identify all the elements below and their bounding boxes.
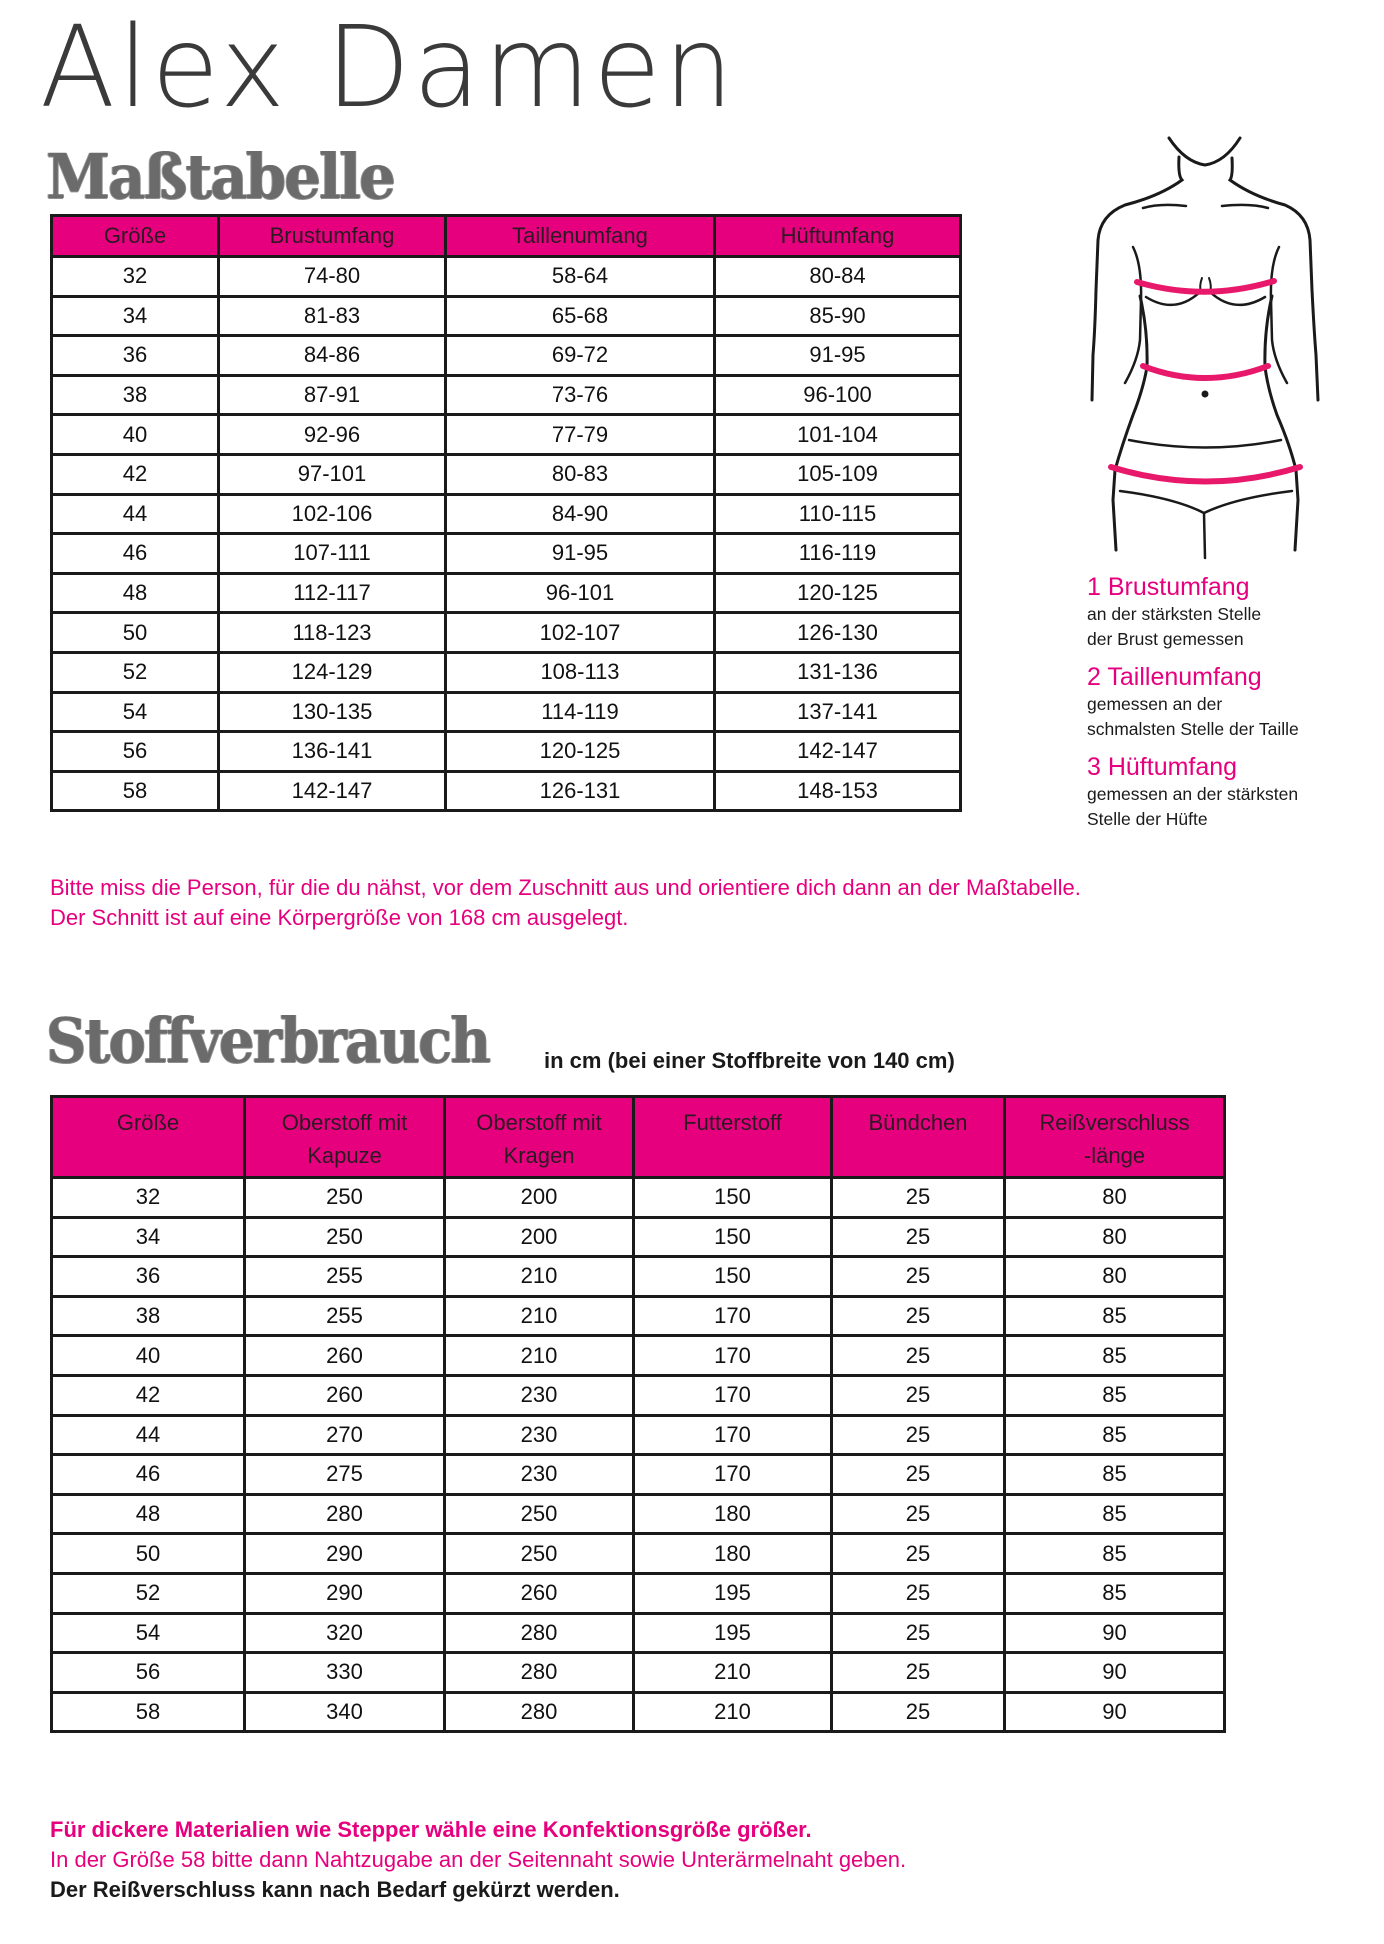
cell-waist: 114-119 [446, 692, 715, 732]
cell-lining: 170 [634, 1415, 832, 1455]
cell-hip: 142-147 [715, 732, 961, 772]
cell-size: 50 [52, 1534, 245, 1574]
fabric-notes [50, 1815, 906, 1905]
cell-outer-fabric-collar: 230 [445, 1455, 634, 1495]
cell-outer-fabric-hood: 320 [245, 1613, 445, 1653]
cell-zipper-length: 90 [1005, 1653, 1225, 1693]
table-row [52, 1178, 1225, 1218]
bust-measure-line [1137, 281, 1274, 292]
cell-size: 54 [52, 692, 219, 732]
fabric-note-size-58: In der Größe 58 bitte dann Nahtzugabe an der Seitennaht sowie Unterärmelnaht geben. [50, 1847, 907, 1872]
cell-lining: 170 [634, 1296, 832, 1336]
cell-outer-fabric-hood: 290 [245, 1573, 445, 1613]
cell-size: 48 [52, 573, 219, 613]
table-row [52, 375, 961, 415]
legend-title: 2 Taillenumfang [1087, 663, 1262, 691]
table-row [52, 494, 961, 534]
table-row [52, 1415, 1225, 1455]
cell-size: 42 [52, 454, 219, 494]
table-row [52, 652, 961, 692]
cell-bust: 112-117 [219, 573, 446, 613]
column-header-size: Größe [52, 1097, 245, 1178]
cell-cuffs: 25 [832, 1653, 1005, 1693]
table-row [52, 1692, 1225, 1732]
cell-outer-fabric-collar: 200 [445, 1178, 634, 1218]
cell-zipper-length: 90 [1005, 1613, 1225, 1653]
table-row [52, 1336, 1225, 1376]
cell-outer-fabric-collar: 280 [445, 1692, 634, 1732]
fabric-table-header-row [52, 1097, 1225, 1178]
cell-cuffs: 25 [832, 1375, 1005, 1415]
hip-measure-line [1111, 467, 1300, 482]
legend-item-bust [1087, 572, 1384, 652]
cell-bust: 124-129 [219, 652, 446, 692]
cell-outer-fabric-hood: 260 [245, 1375, 445, 1415]
cell-lining: 150 [634, 1217, 832, 1257]
table-row [52, 771, 961, 811]
cell-size: 34 [52, 296, 219, 336]
table-row [52, 1613, 1225, 1653]
legend-description: Stelle der Hüfte [1087, 809, 1208, 829]
fabric-consumption-table [50, 1095, 1226, 1733]
table-row [52, 296, 961, 336]
cell-zipper-length: 85 [1005, 1494, 1225, 1534]
cell-size: 44 [52, 494, 219, 534]
cell-hip: 137-141 [715, 692, 961, 732]
cell-size: 34 [52, 1217, 245, 1257]
cell-cuffs: 25 [832, 1217, 1005, 1257]
measurement-table-heading: Maßtabelle [46, 140, 394, 213]
cell-cuffs: 25 [832, 1296, 1005, 1336]
cell-zipper-length: 90 [1005, 1692, 1225, 1732]
cell-size: 50 [52, 613, 219, 653]
table-row [52, 1653, 1225, 1693]
cell-outer-fabric-hood: 330 [245, 1653, 445, 1693]
cell-hip: 148-153 [715, 771, 961, 811]
cell-lining: 150 [634, 1257, 832, 1297]
cell-waist: 58-64 [446, 257, 715, 297]
cell-outer-fabric-collar: 250 [445, 1494, 634, 1534]
measurement-legend [1087, 572, 1384, 842]
cell-cuffs: 25 [832, 1534, 1005, 1574]
column-header-lining: Futterstoff [634, 1097, 832, 1178]
waist-measure-line [1143, 366, 1268, 378]
cell-hip: 105-109 [715, 454, 961, 494]
cell-hip: 116-119 [715, 534, 961, 574]
table-row [52, 1217, 1225, 1257]
body-measurement-figure-icon [1080, 130, 1340, 570]
cell-lining: 170 [634, 1375, 832, 1415]
cell-waist: 80-83 [446, 454, 715, 494]
cell-size: 52 [52, 652, 219, 692]
cell-zipper-length: 85 [1005, 1455, 1225, 1495]
cell-outer-fabric-collar: 210 [445, 1336, 634, 1376]
cell-size: 32 [52, 1178, 245, 1218]
cell-zipper-length: 80 [1005, 1257, 1225, 1297]
table-row [52, 1534, 1225, 1574]
cell-bust: 81-83 [219, 296, 446, 336]
fabric-note-zipper: Der Reißverschluss kann nach Bedarf gekürzt werden. [50, 1877, 620, 1902]
table-row [52, 454, 961, 494]
cell-bust: 118-123 [219, 613, 446, 653]
legend-description: gemessen an der [1087, 694, 1223, 714]
cell-bust: 97-101 [219, 454, 446, 494]
cell-cuffs: 25 [832, 1257, 1005, 1297]
cell-lining: 195 [634, 1613, 832, 1653]
fabric-consumption-heading: Stoffverbrauch [46, 1004, 490, 1077]
table-row [52, 1494, 1225, 1534]
cell-lining: 195 [634, 1573, 832, 1613]
cell-size: 54 [52, 1613, 245, 1653]
legend-description: der Brust gemessen [1087, 629, 1244, 649]
cell-hip: 96-100 [715, 375, 961, 415]
measurement-note-line: Der Schnitt ist auf eine Körpergröße von 168 cm ausgelegt. [50, 905, 629, 930]
cell-zipper-length: 80 [1005, 1178, 1225, 1218]
cell-outer-fabric-hood: 270 [245, 1415, 445, 1455]
cell-outer-fabric-hood: 250 [245, 1217, 445, 1257]
cell-outer-fabric-collar: 200 [445, 1217, 634, 1257]
table-row [52, 336, 961, 376]
measurement-table-header-row [52, 216, 961, 257]
cell-hip: 85-90 [715, 296, 961, 336]
cell-hip: 120-125 [715, 573, 961, 613]
cell-bust: 107-111 [219, 534, 446, 574]
cell-size: 38 [52, 375, 219, 415]
column-header-outer-fabric-collar: Oberstoff mit Kragen [445, 1097, 634, 1178]
cell-size: 58 [52, 1692, 245, 1732]
cell-waist: 69-72 [446, 336, 715, 376]
cell-waist: 126-131 [446, 771, 715, 811]
cell-cuffs: 25 [832, 1494, 1005, 1534]
legend-item-waist [1087, 662, 1384, 742]
cell-size: 36 [52, 336, 219, 376]
cell-waist: 84-90 [446, 494, 715, 534]
cell-lining: 170 [634, 1336, 832, 1376]
fabric-consumption-subtitle: in cm (bei einer Stoffbreite von 140 cm) [544, 1048, 955, 1073]
navel-dot [1202, 391, 1209, 398]
legend-description: an der stärksten Stelle [1087, 604, 1262, 624]
cell-size: 48 [52, 1494, 245, 1534]
cell-outer-fabric-hood: 290 [245, 1534, 445, 1574]
cell-size: 38 [52, 1296, 245, 1336]
table-row [52, 613, 961, 653]
cell-outer-fabric-collar: 210 [445, 1296, 634, 1336]
cell-bust: 130-135 [219, 692, 446, 732]
cell-cuffs: 25 [832, 1178, 1005, 1218]
measurement-table-body [52, 257, 961, 811]
cell-cuffs: 25 [832, 1692, 1005, 1732]
cell-cuffs: 25 [832, 1613, 1005, 1653]
cell-lining: 210 [634, 1692, 832, 1732]
table-row [52, 1257, 1225, 1297]
legend-item-hip [1087, 752, 1384, 832]
cell-outer-fabric-hood: 250 [245, 1178, 445, 1218]
cell-bust: 142-147 [219, 771, 446, 811]
cell-hip: 101-104 [715, 415, 961, 455]
cell-outer-fabric-collar: 230 [445, 1375, 634, 1415]
column-header-bust: Brustumfang [219, 216, 446, 257]
column-header-waist: Taillenumfang [446, 216, 715, 257]
cell-zipper-length: 85 [1005, 1336, 1225, 1376]
measurement-table [50, 214, 962, 812]
cell-outer-fabric-hood: 260 [245, 1336, 445, 1376]
cell-waist: 73-76 [446, 375, 715, 415]
cell-waist: 65-68 [446, 296, 715, 336]
cell-size: 32 [52, 257, 219, 297]
legend-title: 3 Hüftumfang [1087, 753, 1238, 781]
column-header-cuffs: Bündchen [832, 1097, 1005, 1178]
cell-hip: 126-130 [715, 613, 961, 653]
measurement-note-line: Bitte miss die Person, für die du nähst, vor dem Zuschnitt aus und orientiere dich dann an der Maßtabelle. [50, 875, 1081, 900]
cell-outer-fabric-hood: 255 [245, 1257, 445, 1297]
cell-zipper-length: 85 [1005, 1573, 1225, 1613]
cell-outer-fabric-collar: 210 [445, 1257, 634, 1297]
cell-size: 46 [52, 534, 219, 574]
cell-size: 58 [52, 771, 219, 811]
legend-description: schmalsten Stelle der Taille [1087, 719, 1299, 739]
cell-lining: 210 [634, 1653, 832, 1693]
cell-bust: 84-86 [219, 336, 446, 376]
cell-lining: 150 [634, 1178, 832, 1218]
cell-size: 42 [52, 1375, 245, 1415]
document-title: Alex Damen [40, 3, 737, 133]
cell-waist: 108-113 [446, 652, 715, 692]
column-header-hip: Hüftumfang [715, 216, 961, 257]
cell-hip: 131-136 [715, 652, 961, 692]
cell-lining: 170 [634, 1455, 832, 1495]
cell-size: 56 [52, 1653, 245, 1693]
legend-description: gemessen an der stärksten [1087, 784, 1299, 804]
cell-waist: 120-125 [446, 732, 715, 772]
cell-zipper-length: 85 [1005, 1375, 1225, 1415]
table-row [52, 1296, 1225, 1336]
cell-lining: 180 [634, 1534, 832, 1574]
column-header-outer-fabric-hood: Oberstoff mit Kapuze [245, 1097, 445, 1178]
cell-outer-fabric-hood: 275 [245, 1455, 445, 1495]
table-row [52, 1455, 1225, 1495]
table-row [52, 573, 961, 613]
cell-waist: 102-107 [446, 613, 715, 653]
cell-size: 46 [52, 1455, 245, 1495]
cell-outer-fabric-hood: 340 [245, 1692, 445, 1732]
cell-outer-fabric-hood: 255 [245, 1296, 445, 1336]
table-row [52, 732, 961, 772]
cell-outer-fabric-hood: 280 [245, 1494, 445, 1534]
table-row [52, 415, 961, 455]
measurement-note [50, 873, 1081, 933]
fabric-table-body [52, 1178, 1225, 1732]
cell-zipper-length: 85 [1005, 1415, 1225, 1455]
cell-hip: 80-84 [715, 257, 961, 297]
cell-lining: 180 [634, 1494, 832, 1534]
cell-size: 40 [52, 415, 219, 455]
cell-outer-fabric-collar: 230 [445, 1415, 634, 1455]
cell-cuffs: 25 [832, 1573, 1005, 1613]
column-header-zipper-length: Reißverschluss -länge [1005, 1097, 1225, 1178]
cell-bust: 136-141 [219, 732, 446, 772]
table-row [52, 1375, 1225, 1415]
cell-outer-fabric-collar: 260 [445, 1573, 634, 1613]
table-row [52, 257, 961, 297]
table-row [52, 692, 961, 732]
cell-size: 36 [52, 1257, 245, 1297]
legend-title: 1 Brustumfang [1087, 573, 1250, 601]
cell-size: 52 [52, 1573, 245, 1613]
cell-zipper-length: 80 [1005, 1217, 1225, 1257]
cell-cuffs: 25 [832, 1455, 1005, 1495]
cell-size: 56 [52, 732, 219, 772]
cell-cuffs: 25 [832, 1415, 1005, 1455]
cell-outer-fabric-collar: 250 [445, 1534, 634, 1574]
cell-cuffs: 25 [832, 1336, 1005, 1376]
cell-size: 44 [52, 1415, 245, 1455]
cell-waist: 96-101 [446, 573, 715, 613]
cell-zipper-length: 85 [1005, 1534, 1225, 1574]
cell-zipper-length: 85 [1005, 1296, 1225, 1336]
column-header-size: Größe [52, 216, 219, 257]
cell-hip: 110-115 [715, 494, 961, 534]
cell-bust: 102-106 [219, 494, 446, 534]
fabric-note-thick-materials: Für dickere Materialien wie Stepper wähle eine Konfektionsgröße größer. [50, 1817, 812, 1842]
cell-bust: 92-96 [219, 415, 446, 455]
cell-waist: 77-79 [446, 415, 715, 455]
cell-size: 40 [52, 1336, 245, 1376]
table-row [52, 1573, 1225, 1613]
cell-hip: 91-95 [715, 336, 961, 376]
cell-outer-fabric-collar: 280 [445, 1653, 634, 1693]
table-row [52, 534, 961, 574]
cell-outer-fabric-collar: 280 [445, 1613, 634, 1653]
cell-waist: 91-95 [446, 534, 715, 574]
cell-bust: 74-80 [219, 257, 446, 297]
cell-bust: 87-91 [219, 375, 446, 415]
